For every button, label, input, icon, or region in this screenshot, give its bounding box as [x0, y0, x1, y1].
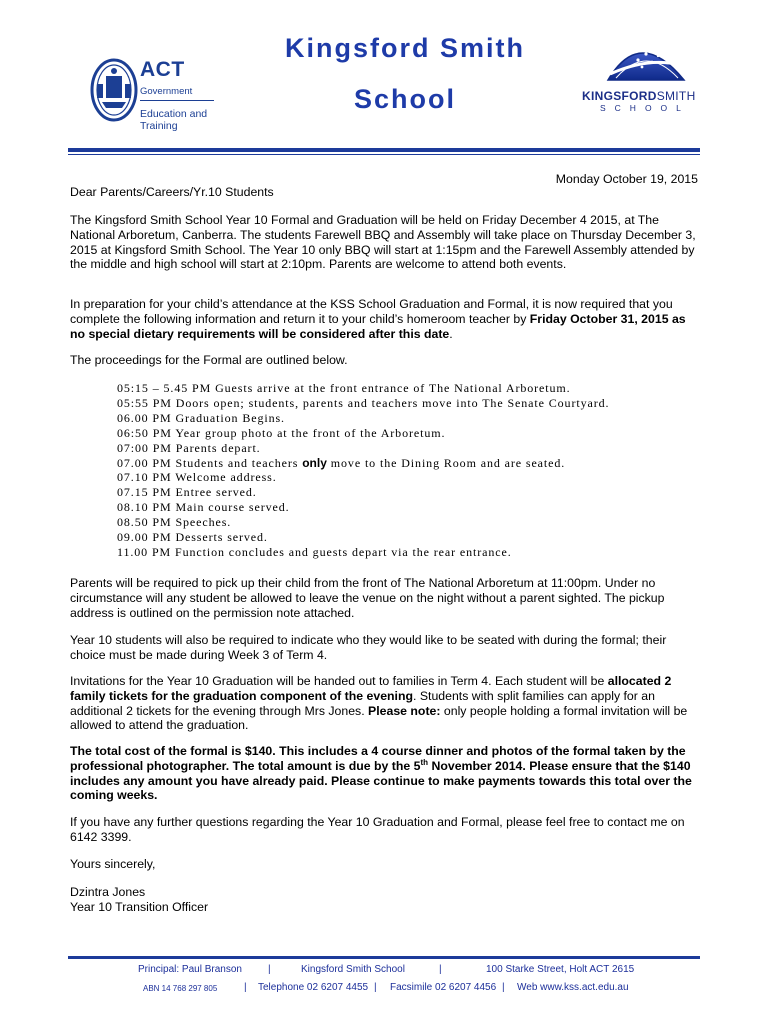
footer-separator: |: [374, 982, 377, 993]
kss-logo-word-bold: KINGSFORD: [582, 89, 657, 103]
paragraph-cost: [70, 744, 700, 803]
footer-principal: Principal: Paul Branson: [138, 964, 242, 975]
paragraph-formal-details: The Kingsford Smith School Year 10 Formal and Graduation will be held on Friday December 4 2015, at The National Arboretum, Canberra. The students Farewell BBQ and Assembly will take place on Thursday December 3, 2015 at Kingsford Smith School. The Year 10 only BBQ will start at 1:15pm and the Farewell Assembly attended by the middle and high school will start at 2:10pm. Parents are welcome to attend both events.: [70, 213, 696, 272]
letter-date: Monday October 19, 2015: [555, 172, 698, 186]
header-divider: [68, 148, 700, 152]
paragraph-seating: Year 10 students will also be required to indicate who they would like to be seated with during the formal; their choice must be made during Week 3 of Term 4.: [70, 633, 667, 662]
schedule-item: 05:55 PM Doors open; students, parents and teachers move into The Senate Courtyard.: [117, 395, 610, 410]
schedule-item: 09.00 PM Desserts served.: [117, 530, 268, 545]
signer-title: Year 10 Transition Officer: [70, 900, 209, 914]
preparation-text: In preparation for your child’s attendance at the KSS School Graduation and Formal, it is now required that you complete the following information and return it to your child’s homeroom teacher by: [70, 297, 673, 326]
ticket-allocation: allocated 2 family tickets for the graduation component of the evening: [70, 674, 672, 703]
schedule-item: 07.10 PM Welcome address.: [117, 470, 277, 485]
cost-text: The total cost of the formal is $140. This includes a 4 course dinner and photos of the formal taken by the professional photographer. The total amount is due by the 5: [70, 744, 686, 773]
cost-text-2: November 2014. Please ensure that the $140 includes any amount you have already paid. Please continue to make payments towards this total over the coming weeks.: [70, 758, 692, 803]
deadline-text: Friday October 31, 2015 as no special dietary requirements will be considered after this date: [70, 311, 686, 341]
footer-separator: |: [268, 964, 271, 975]
act-logo-government: Government: [140, 86, 193, 97]
school-name-line1: Kingsford Smith: [285, 33, 525, 63]
footer-separator: |: [502, 982, 505, 993]
footer-school: Kingsford Smith School: [301, 964, 405, 975]
schedule-item: 07.15 PM Entree served.: [117, 485, 257, 500]
paragraph-proceedings: The proceedings for the Formal are outlined below.: [70, 353, 348, 367]
footer-separator: |: [244, 982, 247, 993]
footer-telephone: Telephone 02 6207 4455: [258, 982, 369, 993]
schedule-item: 06:50 PM Year group photo at the front of the Arboretum.: [117, 425, 446, 440]
footer-facsimile: Facsimile 02 6207 4456: [390, 982, 497, 993]
please-note: Please note:: [368, 703, 441, 718]
invitations-text-2: . Students with split families can apply for an additional 2 tickets for the evening through Mrs Jones.: [70, 688, 655, 718]
schedule-item: 08.50 PM Speeches.: [117, 515, 232, 530]
invitations-text-3: only people holding a formal invitation will be allowed to attend the graduation.: [70, 703, 688, 733]
schedule-item-bold: only: [302, 455, 327, 470]
school-name-line2: School: [353, 84, 456, 114]
schedule-item: 08.10 PM Main course served.: [117, 500, 290, 515]
schedule-item-pre: 07.00 PM Students and teachers: [117, 455, 303, 470]
formal-schedule: [117, 381, 717, 560]
kss-logo-wordmark: [582, 89, 696, 103]
paragraph-pickup: Parents will be required to pick up their child from the front of The National Arboretum at 11:00pm. Under no circumstance will any student be allowed to leave the venue on the night without a parent sighted. The pickup address is outlined on the permission note attached.: [70, 576, 665, 620]
closing: Yours sincerely,: [70, 857, 156, 871]
header-divider-thin: [68, 154, 700, 155]
signer-name: Dzintra Jones: [70, 885, 146, 899]
footer-divider: [68, 956, 700, 959]
schedule-item-post: move to the Dining Room and are seated.: [326, 455, 566, 470]
invitations-text: Invitations for the Year 10 Graduation will be handed out to families in Term 4. Each student will be: [70, 674, 608, 688]
preparation-end: .: [449, 326, 453, 341]
schedule-item: 07:00 PM Parents depart.: [117, 440, 261, 455]
cost-superscript: th: [420, 757, 429, 767]
footer-address: 100 Starke Street, Holt ACT 2615: [486, 964, 635, 975]
footer-web-link[interactable]: Web www.kss.act.edu.au: [517, 982, 629, 993]
kss-logo-school: SCHOOL: [600, 103, 690, 113]
kss-logo-word-light: SMITH: [656, 89, 696, 103]
schedule-item: [117, 456, 717, 471]
paragraph-invitations: [70, 674, 700, 733]
footer-separator: |: [439, 964, 442, 975]
schedule-item: 05:15 – 5.45 PM Guests arrive at the front entrance of The National Arboretum.: [117, 381, 571, 395]
schedule-item: 11.00 PM Function concludes and guests depart via the rear entrance.: [117, 544, 512, 559]
paragraph-contact: If you have any further questions regarding the Year 10 Graduation and Formal, please feel free to contact me on 6142 3399.: [70, 815, 685, 844]
paragraph-preparation: [70, 297, 700, 341]
salutation: Dear Parents/Careers/Yr.10 Students: [70, 185, 274, 199]
act-logo-department: Education and Training: [140, 108, 208, 132]
footer-abn: ABN 14 768 297 805: [143, 984, 218, 993]
schedule-item: 06.00 PM Graduation Begins.: [117, 410, 285, 425]
act-logo-main: ACT: [140, 58, 185, 81]
